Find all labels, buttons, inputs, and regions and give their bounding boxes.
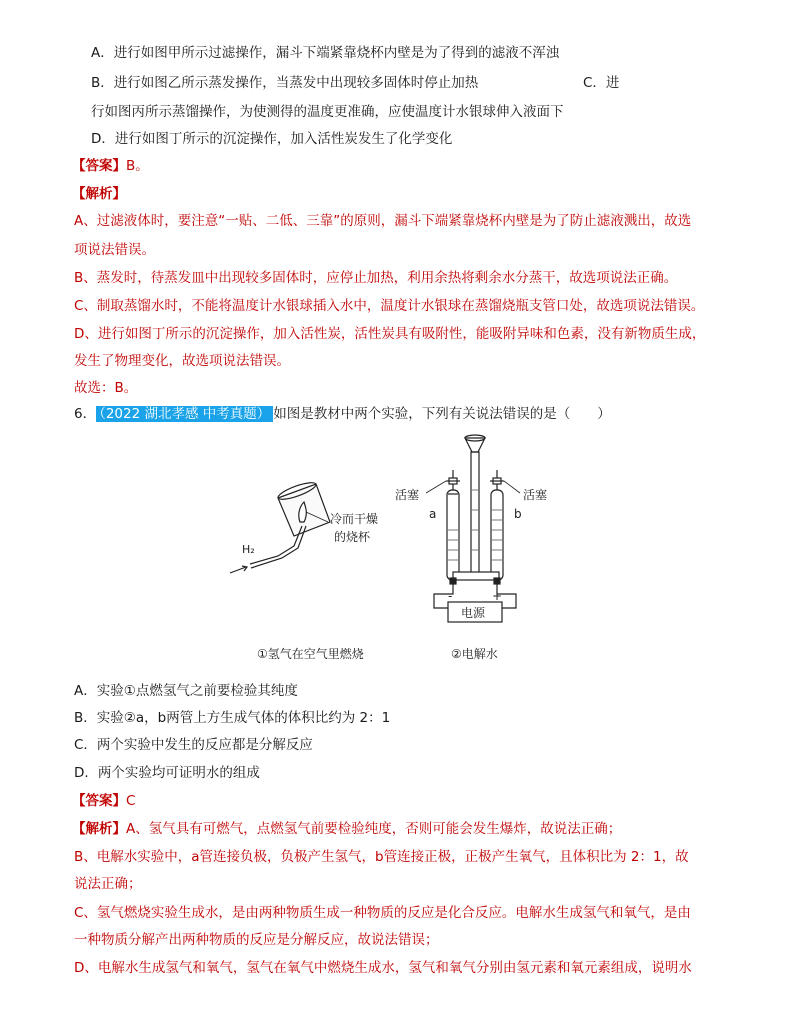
q6-analysis-line: C、氢气燃烧实验生成水，是由两种物质生成一种物质的反应是化合反应。电解水生成氢气和氧气，是由	[74, 905, 691, 921]
q6-analysis-line: B、电解水实验中，a管连接负极，负极产生氢气，b管连接正极，正极产生氧气，且体积比为 2：1，故	[74, 849, 689, 865]
electrolysis-diagram	[426, 435, 520, 622]
q5-option-c-cont: 行如图丙所示蒸馏操作，为使测得的温度更准确，应使温度计水银球伸入液面下	[91, 104, 564, 120]
tube-b	[491, 490, 503, 580]
q6-option-a: A．实验①点燃氢气之前要检验其纯度	[74, 683, 298, 699]
tube-b-label: b	[514, 507, 522, 521]
q6-header	[74, 404, 611, 424]
q5-option-c-start: C．进	[583, 75, 620, 91]
h2-label: H₂	[242, 543, 255, 556]
arrow-icon	[230, 567, 246, 573]
source-tag[interactable]: （2022 湖北孝感 中考真题）	[96, 406, 273, 422]
minus-label: -	[448, 589, 453, 603]
question-stem: 如图是教材中两个实验，下列有关说法错误的是（ ）	[273, 406, 611, 422]
q6-option-c: C．两个实验中发生的反应都是分解反应	[74, 737, 313, 753]
q5-analysis-line: 发生了物理变化，故选项说法错误。	[74, 353, 290, 369]
q6-analysis-first	[72, 819, 621, 839]
q5-analysis-line: B、蒸发时，待蒸发皿中出现较多固体时，应停止加热，利用余热将剩余水分蒸干，故选项说法正确。	[74, 270, 678, 286]
answer-value: B。	[126, 158, 149, 174]
q5-analysis-line: 项说法错误。	[74, 242, 155, 258]
q5-analysis-label: 【解析】	[72, 186, 126, 202]
valve-right-label: 活塞	[523, 488, 548, 502]
q6-analysis-line: A、氢气具有可燃气，点燃氢气前要检验纯度，否则可能会发生爆炸，故说法正确；	[126, 821, 622, 837]
q6-analysis-line: D、电解水生成氢气和氧气，氢气在氧气中燃烧生成水，氢气和氧气分别由氢元素和氧元素组成，说明水	[74, 960, 692, 976]
q5-analysis-line: A、过滤液体时，要注意“一贴、二低、三靠”的原则，漏斗下端紧靠烧杯内壁是为了防止滤液溅出，故选	[74, 213, 692, 229]
beaker-label-1: 冷而干燥	[330, 512, 379, 526]
q6-analysis-line: 说法正确；	[74, 876, 142, 892]
q6-analysis-line: 一种物质分解产出两种物质的反应是分解反应，故说法错误；	[74, 932, 439, 948]
question-number: 6．	[74, 406, 97, 422]
caption-1: ①氢气在空气里燃烧	[257, 647, 364, 661]
q5-option-d: D．进行如图丁所示的沉淀操作，加入活性炭发生了化学变化	[91, 131, 453, 147]
caption-2: ②电解水	[451, 647, 498, 661]
answer-value: C	[126, 793, 136, 809]
q6-answer	[72, 791, 135, 811]
middle-tube	[471, 452, 479, 574]
q5-analysis-line: C、制取蒸馏水时，不能将温度计水银球插入水中，温度计水银球在蒸馏烧瓶支管口处，故选项说法错误。	[74, 298, 705, 314]
beaker-label-2: 的烧杯	[334, 530, 371, 544]
analysis-label: 【解析】	[72, 821, 126, 837]
q5-analysis-line: D、进行如图丁所示的沉淀操作，加入活性炭，活性炭具有吸附性，能吸附异味和色素，没有新物质生成，	[74, 326, 706, 342]
q6-option-b: B．实验②a，b两管上方生成气体的体积比约为 2：1	[74, 710, 391, 726]
hydrogen-burning-diagram	[230, 479, 330, 573]
q5-option-a: A．进行如图甲所示过滤操作，漏斗下端紧靠烧杯内壁是为了得到的滤液不浑浊	[91, 45, 560, 61]
answer-label: 【答案】	[72, 793, 126, 809]
answer-label: 【答案】	[72, 158, 126, 174]
q6-option-d: D．两个实验均可证明水的组成	[74, 765, 260, 781]
q5-option-b: B．进行如图乙所示蒸发操作，当蒸发中出现较多固体时停止加热	[91, 75, 479, 91]
tube-a-label: a	[429, 507, 437, 521]
q5-answer	[72, 156, 149, 176]
valve-left-label: 活塞	[395, 488, 420, 502]
power-label: 电源	[461, 606, 486, 620]
experiment-figure	[220, 430, 548, 670]
tube-a	[447, 490, 459, 580]
q5-choose: 故选：B。	[74, 380, 138, 396]
plus-label: +	[492, 589, 503, 603]
